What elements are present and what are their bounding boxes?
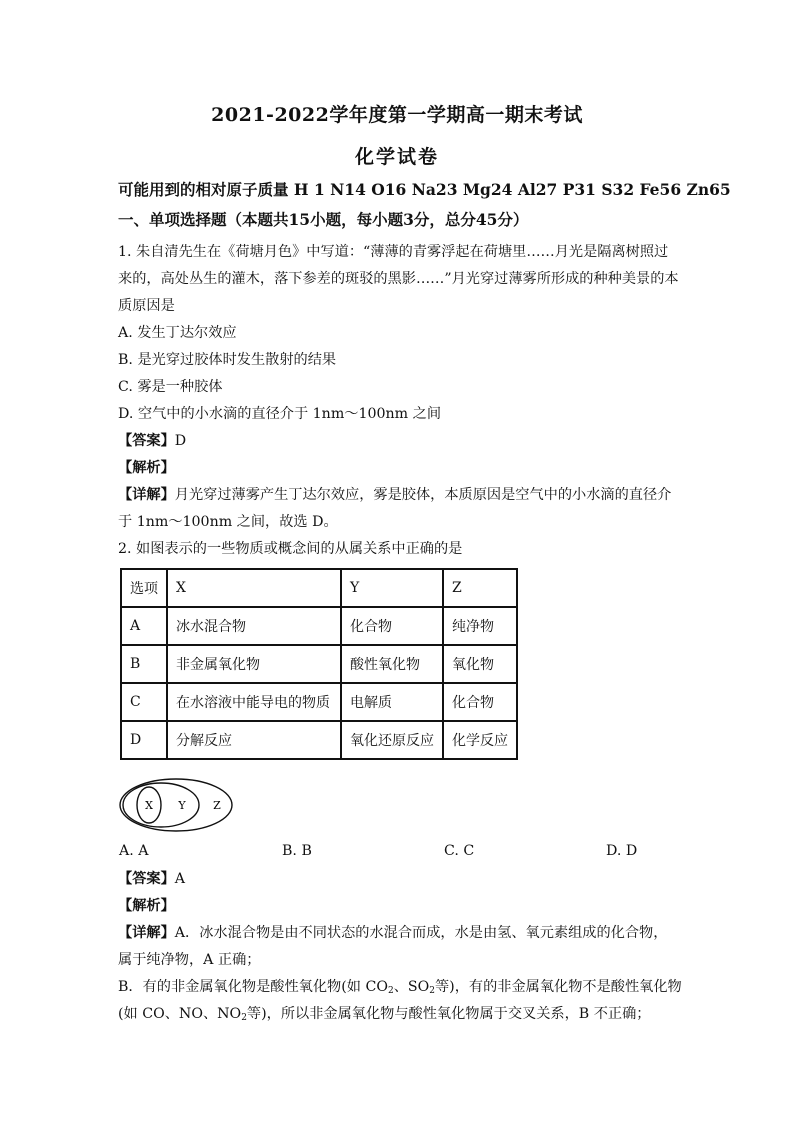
diagram-label-z: Z: [213, 799, 221, 812]
table-header-row: [121, 569, 517, 607]
detail-b1-post: 等)，有的非金属氧化物不是酸性氧化物: [434, 979, 682, 995]
q2-choice-b: B. B: [282, 843, 312, 859]
q2-choice-d: D. D: [606, 843, 638, 859]
q1-option-a: A. 发生丁达尔效应: [118, 325, 237, 341]
table-cell: 化合物: [443, 683, 517, 721]
table-cell: 酸性氧化物: [341, 645, 443, 683]
q2-stem: 2. 如图表示的一些物质或概念间的从属关系中正确的是: [118, 541, 463, 557]
q1-detail-text-1: 月光穿过薄雾产生丁达尔效应，雾是胶体，本质原因是空气中的小水滴的直径介: [174, 487, 672, 503]
q1-answer-line: [118, 431, 688, 451]
table-cell: D: [121, 721, 167, 759]
q2-detail-b-line-1: [118, 977, 688, 997]
q2-detail-a-line-2: 属于纯净物，A 正确；: [118, 952, 261, 968]
q2-detail-b-line-2: [118, 1004, 688, 1024]
table-cell: 氧化还原反应: [341, 721, 443, 759]
table-row: [121, 645, 517, 683]
q1-option-b: B. 是光穿过胶体时发生散射的结果: [118, 352, 337, 368]
detail-tag: 【详解】: [118, 925, 175, 941]
detail-b2-pre: (如 CO、NO、NO: [118, 1006, 242, 1022]
table-row: [121, 683, 517, 721]
q1-analysis-tag: 【解析】: [118, 460, 175, 476]
subscript: 2: [241, 1013, 247, 1023]
table-cell: 在水溶液中能导电的物质: [167, 683, 341, 721]
exam-title: 2021-2022学年度第一学期高一期末考试: [211, 104, 583, 126]
detail-b1-mid: 、SO: [393, 979, 430, 995]
q1-detail-line-1: [118, 485, 688, 505]
nested-ellipses-diagram: [118, 776, 242, 834]
atomic-masses-line: 可能用到的相对原子质量 H 1 N14 O16 Na23 Mg24 Al27 P31 S32 Fe56 Zn65: [118, 180, 731, 199]
q1-stem-line-1: 1. 朱自清先生在《荷塘月色》中写道：“薄薄的青雾浮起在荷塘里……月光是隔离树照过: [118, 244, 669, 260]
table-row: [121, 607, 517, 645]
q1-stem-line-2: 来的，高处丛生的灌木，落下参差的斑驳的黑影……”月光穿过薄雾所形成的种种美景的本: [118, 271, 679, 287]
table-header-cell: 选项: [121, 569, 167, 607]
table-cell: 化合物: [341, 607, 443, 645]
table-cell: 电解质: [341, 683, 443, 721]
table-cell: 氧化物: [443, 645, 517, 683]
table-cell: 纯净物: [443, 607, 517, 645]
table-cell: 分解反应: [167, 721, 341, 759]
table-cell: B: [121, 645, 167, 683]
detail-b2-post: 等)，所以非金属氧化物与酸性氧化物属于交叉关系，B 不正确；: [246, 1006, 651, 1022]
diagram-label-y: Y: [178, 799, 186, 812]
table-header-cell: Z: [443, 569, 517, 607]
q1-detail-line-2: 于 1nm～100nm 之间，故选 D。: [118, 514, 338, 530]
q2-choice-a: A. A: [119, 843, 149, 859]
q1-answer: D: [174, 433, 187, 449]
table-cell: A: [121, 607, 167, 645]
detail-b1-pre: B．有的非金属氧化物是酸性氧化物(如 CO: [118, 979, 388, 995]
q2-detail-a-line-1: [118, 923, 688, 943]
q2-analysis-tag: 【解析】: [118, 898, 175, 914]
exam-subtitle: 化学试卷: [354, 146, 439, 168]
q2-options-table: [120, 568, 518, 760]
table-cell: C: [121, 683, 167, 721]
table-cell: 化学反应: [443, 721, 517, 759]
answer-tag: 【答案】: [118, 871, 175, 887]
q2-choice-c: C. C: [444, 843, 475, 859]
subscript: 2: [387, 986, 394, 996]
q1-option-c: C. 雾是一种胶体: [118, 379, 223, 395]
q1-stem-line-3: 质原因是: [118, 298, 175, 314]
table-cell: 冰水混合物: [167, 607, 341, 645]
diagram-label-x: X: [145, 799, 153, 812]
q1-option-d: D. 空气中的小水滴的直径介于 1nm～100nm 之间: [118, 406, 442, 422]
q2-answer-line: [118, 869, 688, 889]
q2-answer: A: [174, 871, 186, 887]
subscript: 2: [429, 986, 435, 996]
table-header-cell: Y: [341, 569, 443, 607]
answer-tag: 【答案】: [118, 433, 175, 449]
table-row: [121, 721, 517, 759]
q2-detail-a-text: A．冰水混合物是由不同状态的水混合而成，水是由氢、氧元素组成的化合物，: [174, 925, 668, 941]
detail-tag: 【详解】: [118, 487, 175, 503]
table-header-cell: X: [167, 569, 341, 607]
table-cell: 非金属氧化物: [167, 645, 341, 683]
section-heading: 一、单项选择题（本题共15小题，每小题3分，总分45分）: [118, 210, 529, 229]
